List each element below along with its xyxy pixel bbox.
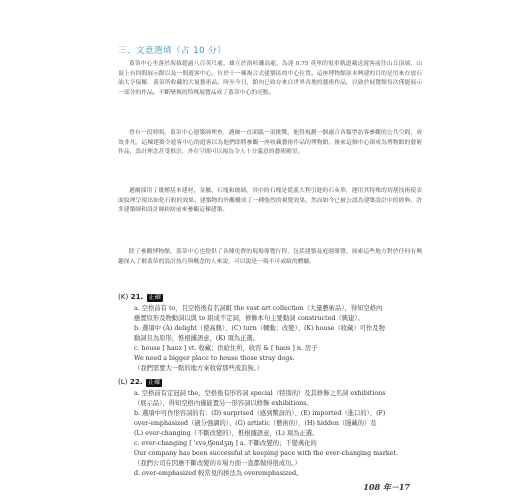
section-title: 三、文意選填（占 10 分） <box>118 46 227 56</box>
explanation-line: a. 空格前有 to，且空格後有名詞組 the vast art collection（大量藝術品），得知空格內 <box>134 305 383 312</box>
explanation-line: (L) ever-changing（不斷改變的），惟根據語意，(L) 項為正選。 <box>134 430 319 437</box>
answer-badge: 正確 <box>147 379 161 386</box>
explanation-line: （我們公司在因應不斷改變的市場方面一直都做得很成功。） <box>134 460 301 467</box>
explanation-line: c. ever-changing [ ˈɛvə͵tʃendʒɪŋ ] a. 不斷改變的；千變萬化的 <box>134 440 317 447</box>
explanation-line: （展示品），得知空格內僅能置另一形容詞以修飾 exhibitions。 <box>134 400 313 407</box>
answer-label: (K) <box>118 292 129 301</box>
passage-paragraph-1: 蓋蒂中心坐落於海拔超過八百英尺處，雄立於洛杉磯高處。為達 0.75 英里的電車軌道載送遊客前往山丘頂端，山頂上有四間展示館以及一間遊客中心，位於十一棟複合式建築區的中心位置。這座博物館原本興建的目的是用來存放石油大亨保羅．蓋蒂所收藏的大量藝術品，時至今日，館內已收存來自世界各地的藝術作品，以致於展覽館每次僅能展示一部分的作品，不斷變換的特殊展覽品成了蓋蒂中心的亮點。 <box>118 61 422 97</box>
explanation-line: （我們需要大一點的地方來收留那些流浪狗。） <box>134 365 264 372</box>
answer-22-heading <box>118 377 162 387</box>
explanation-line: b. 選項中可作形容詞的有：(D) surprised（感到驚訝的）、(E) imported（進口的）、(F) <box>134 410 386 417</box>
answer-label: (L) <box>118 377 128 386</box>
answer-number: 21. <box>130 292 144 301</box>
explanation-line: b. 選項中 (A) delight（使高興）、(C) turn（轉動；改變）、(K) house（收藏）可作及物 <box>134 325 385 332</box>
explanation-line: c. house [ haʊz ] vt. 收藏；供給住所，收容 & [ haʊs ] n. 房子 <box>134 345 318 352</box>
passage-paragraph-4: 除了參觀博物館，蓋蒂中心也提供了各種免費的現場導覽行程，包括建築及庭園導覽。探索這些地方對於任何有興趣深入了解蓋蒂的設計技巧與概念的人來說，可以說是一場不可或缺的體驗。 <box>118 249 422 265</box>
passage-paragraph-2: 曾有一段時間，蓋蒂中心建築師理查．邁爾一直面臨一項挑戰，他得規劃一個適合各類型訪客參觀的公共空間，成效非凡。這棟建築令遊客中心的遊客以為他們即將參觀一座收藏藝術作品的博物館。後來這個中心卻成為博物館的藝術作品，設計理念甚受推崇，外在空間可以視為令人十分滿意的藝術殿堂。 <box>118 130 422 156</box>
explanation-line: Our company has been successful at keeping pace with the ever-changing market. <box>134 450 398 457</box>
explanation-line: We need a bigger place to house those stray dogs. <box>134 355 295 362</box>
answer-number: 22. <box>129 377 143 386</box>
answer-21-heading <box>118 292 163 302</box>
explanation-line: over-emphasized（過分強調的）、(G) artistic（藝術的）、(H) hidden（隱藏的）及 <box>134 420 377 427</box>
explanation-line: d. over-emphasized 較常見的拼法為 overemphasized。 <box>134 470 303 477</box>
answer-badge: 正確 <box>148 294 162 301</box>
page-number: 108 年－17 <box>363 482 410 492</box>
explanation-line: 應置原形及物動詞以與 to 組成不定詞，修飾本句主要動詞 constructed（興建）。 <box>134 315 364 322</box>
passage-paragraph-3: 邁爾採用了幾種基本建材，金屬、石塊和玻璃。其中的石塊是從義大利引進的石灰華，運用其特殊的切割技術使表面紋理呈現出如化石般的效果。建築物的外觀構成了一種強烈的視覺效果，然而如今已被公認為建築設計中的經典，許多建築師和設計師紛紛前來參觀這棟建築。 <box>118 188 422 214</box>
explanation-line: a. 空格前有定冠詞 the，空格後有形容詞 special（特別的）及其修飾之名詞 exhibitions <box>134 390 386 397</box>
explanation-line: 動詞且為原形，惟根據語意，(K) 項為正選。 <box>134 335 259 342</box>
